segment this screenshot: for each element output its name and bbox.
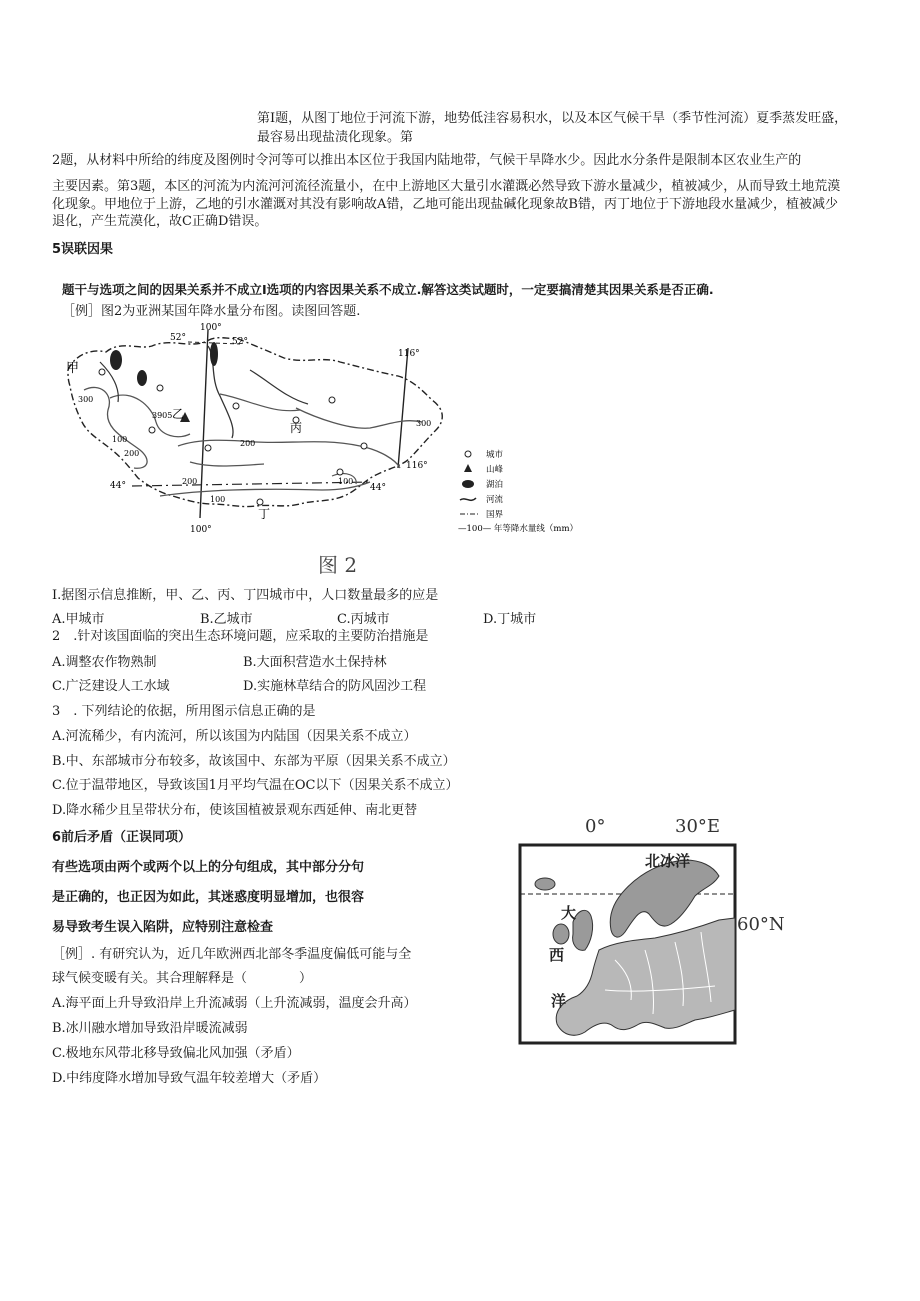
- label-iso-100-south: 100: [210, 495, 226, 504]
- river-north: [250, 370, 308, 404]
- label-iso-100-east: 100: [338, 477, 354, 486]
- label-iso-300-east: 300: [416, 419, 432, 428]
- intro-line-3: 2题，从材料中所给的纬度及图例时令河等可以推出本区位于我国内陆地带，气候干旱降水少。因此水分条件是限制本区农业生产的: [52, 153, 802, 168]
- q2-option-a: A.调整农作物熟制: [52, 655, 157, 670]
- meridian-100: [200, 330, 208, 518]
- q3-option-b: B.中、东部城市分布较多，故该国中、东部为平原（因果关系不成立）: [52, 754, 456, 769]
- label-iso-200-west: 200: [124, 449, 140, 458]
- lake-mid: [137, 370, 147, 386]
- section5-example: ［例］图2为亚洲某国年降水量分布图。读图回答题.: [62, 304, 361, 319]
- label-44-right: 44°: [370, 483, 386, 493]
- q1-option-c: C.丙城市: [337, 612, 390, 627]
- q1-option-d: D.丁城市: [483, 612, 537, 627]
- city: [233, 403, 239, 409]
- q1-option-b: B.乙城市: [200, 612, 253, 627]
- section6-example-1: ［例］. 有研究认为，近几年欧洲西北部冬季温度偏低可能与全: [52, 947, 412, 962]
- label-peak-elevation: 3905: [152, 411, 173, 420]
- iceland: [535, 878, 555, 890]
- europe-map: [515, 810, 785, 1050]
- label-iso-200-south: 200: [182, 477, 198, 486]
- label-116-mid: 116°: [406, 461, 428, 471]
- city: [149, 427, 155, 433]
- section5-heading: 5误联因果: [52, 242, 114, 257]
- label-100-top: 100°: [200, 323, 222, 333]
- legend-peak: 山峰: [486, 465, 504, 475]
- q2-option-c: C.广泛建设人工水域: [52, 679, 170, 694]
- city-yi: [157, 385, 163, 391]
- section6-option-c: C.极地东风带北移导致偏北风加强（矛盾）: [52, 1046, 300, 1061]
- city: [337, 469, 343, 475]
- intro-line-2: 最容易出现盐渍化现象。第: [257, 130, 414, 145]
- q2-option-d: D.实施林草结合的防风固沙工程: [243, 679, 427, 694]
- q1-option-a: A.甲城市: [52, 612, 105, 627]
- lake-khovsgol: [210, 342, 218, 366]
- q3-stem: 3 . 下列结论的依据，所用图示信息正确的是: [52, 704, 316, 719]
- label-lon-30: 30°E: [675, 816, 721, 837]
- figure2-caption: 图 2: [318, 553, 358, 577]
- q3-option-d: D.降水稀少且呈带状分布，使该国植被景观东西延伸、南北更替: [52, 803, 418, 818]
- label-iso-100-west: 100: [112, 435, 128, 444]
- section5-description: 题干与选项之间的因果关系并不成立Ⅰ选项的内容因果关系不成立.解答这类试题时，一定要搞清楚其因果关系是否正确.: [62, 282, 714, 297]
- label-atlantic-xi: 西: [549, 946, 565, 964]
- legend-isohyet: —100— 年等降水量线（mm）: [458, 524, 579, 534]
- city: [329, 397, 335, 403]
- city: [205, 445, 211, 451]
- label-ding: 丁: [258, 507, 271, 521]
- isohyet-200-south: [190, 462, 264, 466]
- intro-line-6: 退化，产生荒漠化，故C正确D错误。: [52, 214, 268, 229]
- ireland: [553, 924, 569, 944]
- label-116-top: 116°: [398, 349, 420, 359]
- map-legend: [458, 449, 578, 534]
- lake-west: [110, 350, 122, 370]
- label-lon-0: 0°: [585, 816, 606, 837]
- label-bing: 丙: [290, 421, 303, 435]
- legend-river-icon: [460, 498, 476, 500]
- legend-lake-icon: [462, 480, 474, 488]
- parallel-44: [132, 482, 372, 486]
- label-52-right: 52°: [232, 337, 248, 347]
- section6-paragraph-1: 有些选项由两个或两个以上的分句组成，其中部分分句: [52, 860, 365, 875]
- label-44-left: 44°: [110, 481, 126, 491]
- label-atlantic-da: 大: [561, 904, 577, 922]
- section6-option-b: B.冰川融水增加导致沿岸暖流减弱: [52, 1021, 248, 1036]
- label-yi: 乙: [172, 407, 185, 421]
- intro-line-5: 化现象。甲地位于上游，乙地的引水灌溉对其没有影响故A错，乙地可能出现盐碱化现象故B错，丙丁地位于下游地段水量减少，植被减少: [52, 197, 838, 212]
- q1-stem: Ⅰ.据图示信息推断，甲、乙、丙、丁四城市中，人口数量最多的应是: [52, 588, 439, 603]
- section6-heading: 6前后矛盾（正误同项）: [52, 830, 192, 845]
- label-jia: 甲: [66, 361, 80, 376]
- intro-line-1: 第Ⅰ题，从图丁地位于河流下游，地势低洼容易积水，以及本区气候干旱（季节性河流）夏季蒸发旺盛，: [257, 111, 848, 126]
- legend-river: 河流: [486, 495, 504, 505]
- legend-lake: 湖泊: [486, 480, 504, 490]
- section6-paragraph-2: 是正确的，也正因为如此，其迷惑度明显增加，也很容: [52, 890, 365, 905]
- meridian-116: [398, 348, 408, 468]
- label-iso-200-central: 200: [240, 439, 256, 448]
- label-100-bottom: 100°: [190, 525, 212, 535]
- city: [361, 443, 367, 449]
- intro-line-4: 主要因素。第3题，本区的河流为内流河河流径流量小，在中上游地区大量引水灌溉必然导致下游水量减少，植被减少，从而导致土地荒漠: [52, 179, 841, 194]
- section6-option-a: A.海平面上升导致沿岸上升流减弱（上升流减弱，温度会升高）: [52, 996, 417, 1011]
- q3-option-a: A.河流稀少，有内流河，所以该国为内陆国（因果关系不成立）: [52, 729, 417, 744]
- city-ding: [257, 499, 263, 505]
- figure2-precipitation-map: [60, 318, 600, 580]
- label-iso-300-west: 300: [78, 395, 94, 404]
- label-arctic-ocean: 北冰洋: [645, 852, 691, 870]
- section6-option-d: D.中纬度降水增加导致气温年较差增大（矛盾）: [52, 1071, 327, 1086]
- q2-option-b: B.大面积营造水土保持林: [243, 655, 387, 670]
- label-lat-60: 60°N: [737, 914, 785, 935]
- section6-example-2: 球气候变暖有关。其合理解释是（ ）: [52, 971, 313, 986]
- section6-paragraph-3: 易导致考生误入陷阱，应特别注意检查: [52, 920, 274, 935]
- legend-peak-icon: [464, 464, 472, 472]
- label-atlantic-yang: 洋: [551, 992, 567, 1010]
- legend-border: 国界: [486, 510, 504, 520]
- q2-stem: 2 .针对该国面临的突出生态环境问题，应采取的主要防治措施是: [52, 629, 429, 644]
- legend-city: 城市: [486, 450, 504, 460]
- isohyet-north: [220, 394, 300, 411]
- label-52-left: 52°: [170, 333, 186, 343]
- legend-city-icon: [465, 451, 471, 457]
- city-jia: [99, 369, 105, 375]
- q3-option-c: C.位于温带地区，导致该国1月平均气温在OC以下（因果关系不成立）: [52, 778, 459, 793]
